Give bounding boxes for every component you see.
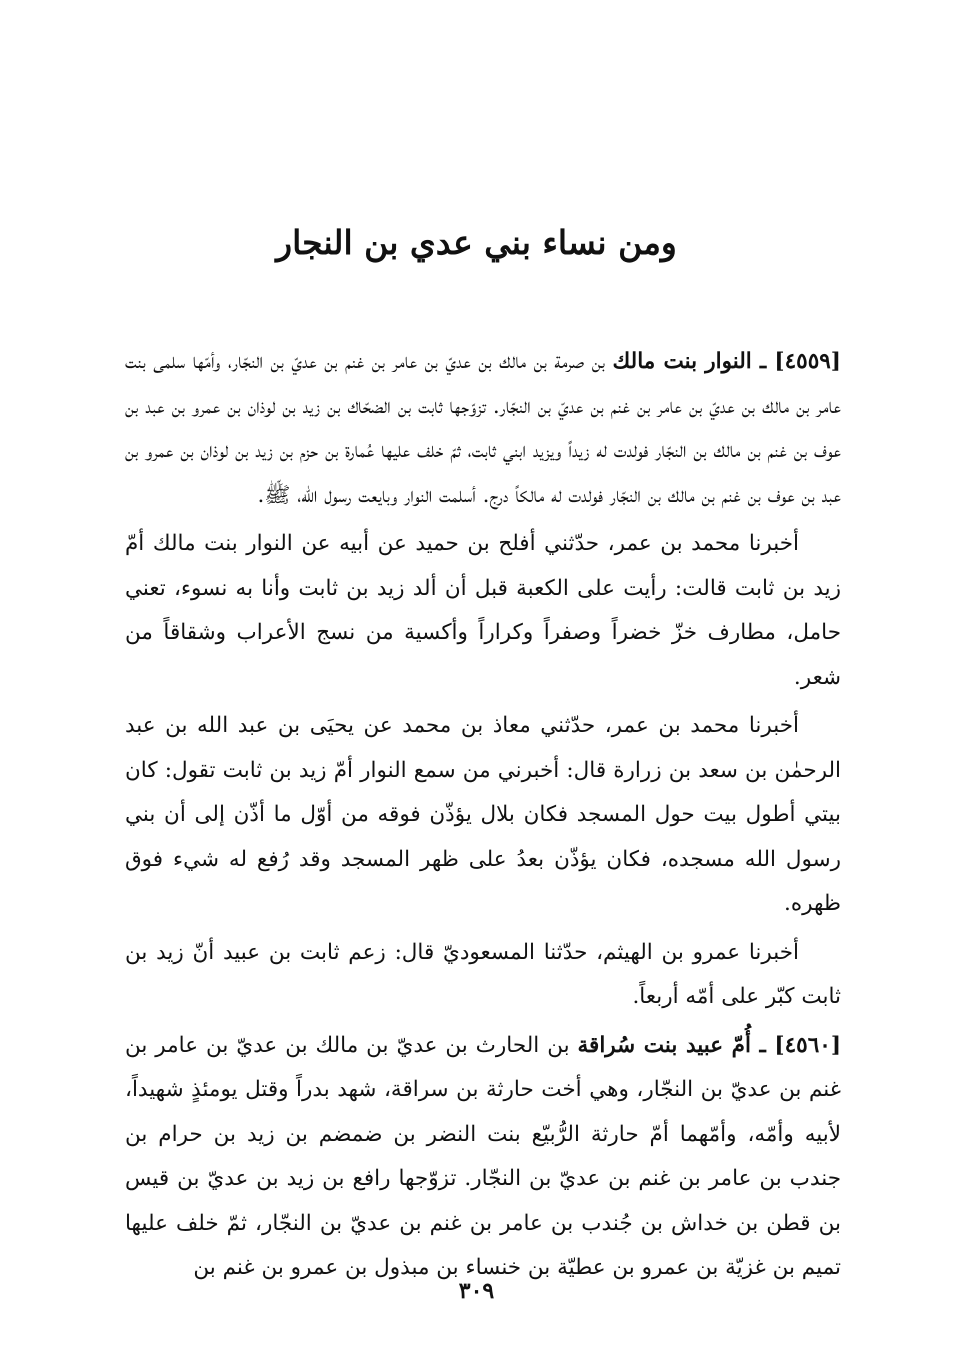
entry-text: بن صرمة بن مالك بن عديّ بن عامر بن غنم بن عديّ بن النجّار، وأمّها سلمى بنت عامر بن مالك بن عديّ بن عامر بن غنم بن عديّ بن النجّار. تزوّجها ثابت بن الضحّاك بن زيد بن لوذان بن عمرو بن عبد بن عوف بن غنم بن مالك بن النجّار فولدت له زيداً ويزيد ابني ثابت، ثمّ خلف عليها عُمارة بن حزم بن زيد بن لوذان بن عمرو بن عبد بن عوف بن غنم بن مالك بن النجّار فولدت له مالكاً درج. أسلمت النوار وبايعت رسول الله، ﷺ. (125, 349, 841, 508)
report-paragraph (125, 931, 841, 1020)
chapter-title: ومن نساء بني عدي بن النجار (276, 223, 677, 262)
body-text (125, 340, 841, 1291)
report-text: أخبرنا محمد بن عمر، حدّثني معاذ بن محمد عن يحيَى بن عبد الله بن عبد الرحمٰن بن سعد بن زرارة قال: أخبرني من سمع النوار أمّ زيد بن ثابت تقول: كان بيتي أطول بيت حول المسجد فكان بلال يؤذّن فوقه من أوّل ما أذّن إلى أن بني رسول الله مسجده، فكان يؤذّن بعدُ على ظهر المسجد وقد رُفع له شيء فوق ظهره. (125, 713, 841, 916)
entry-heading: [٤٥٥٩] ـ النوار بنت مالك (612, 349, 841, 374)
entry-paragraph (125, 340, 841, 518)
entry-text: بن الحارث بن عديّ بن مالك بن عديّ بن عامر بن غنم بن عديّ بن النجّار، وهي أخت حارثة بن سراقة، شهد بدراً وقتل يومئذٍ شهيداً، لأبيه وأمّه، وأمّهما أمّ حارثة الرُّبيّع بنت النضر بن ضمضم بن زيد بن حرام بن جندب بن عامر بن غنم بن عديّ بن النجّار. تزوّجها رافع بن زيد بن عديّ بن قيس بن قطن بن خداش بن جُندب بن عامر بن غنم بن عديّ بن النجّار، ثمّ خلف عليها تميم بن غزيّة بن عمرو بن عطيّة بن خنساء بن مبذول بن عمرو بن غنم بن (125, 1032, 841, 1280)
report-paragraph (125, 522, 841, 700)
report-text: أخبرنا عمرو بن الهيثم، حدّثنا المسعوديّ قال: زعم ثابت بن عبيد أنّ زيد بن ثابت كبّر على أمّه أربعاً. (125, 939, 841, 1009)
entry-heading: [٤٥٦٠] ـ أُمّ عبيد بنت سُراقة (577, 1032, 841, 1058)
page-number: ٣٠٩ (458, 1278, 495, 1304)
report-paragraph (125, 704, 841, 927)
report-text: أخبرنا محمد بن عمر، حدّثني أفلح بن حميد عن أبيه عن النوار بنت مالك أمّ زيد بن ثابت قالت: رأيت على الكعبة قبل أن ألد زيد بن ثابت وأنا به نسوء، تعني حامل، مطارف خزّ خضراً وصفراً وكراراً وأكسية من نسج الأعراب وشقاقاً من شعر. (125, 531, 841, 690)
entry-paragraph (125, 1024, 841, 1291)
